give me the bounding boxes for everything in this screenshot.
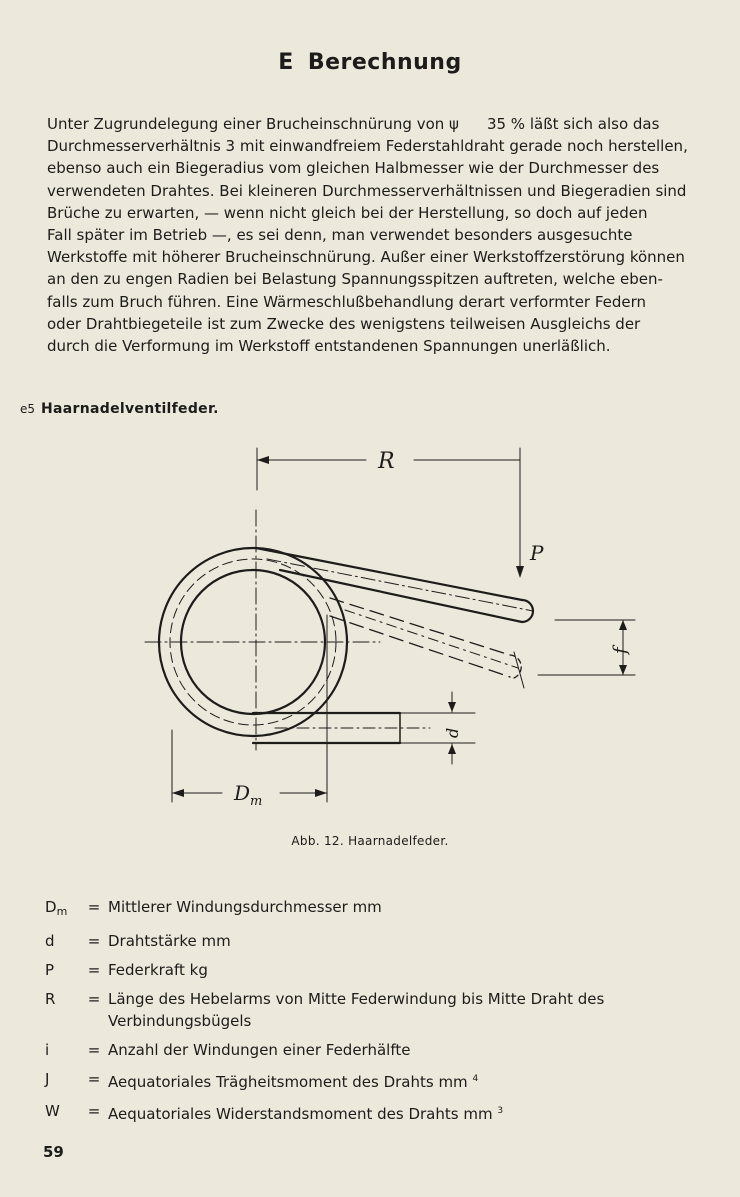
section-label bbox=[20, 401, 219, 417]
deflected-arm-center-line bbox=[345, 610, 518, 668]
legend-row bbox=[45, 1039, 710, 1061]
mean-diameter-arrow-left bbox=[172, 789, 184, 797]
legend-row bbox=[45, 1068, 710, 1093]
hairpin-spring-figure bbox=[130, 430, 650, 830]
text-line: oder Drahtbiegeteile ist zum Zwecke des wenigstens teilweisen Ausgleichs der bbox=[47, 314, 641, 333]
text-line: verwendeten Drahtes. Bei kleineren Durchmesserverhältnissen und Biegeradien sind bbox=[47, 181, 687, 200]
section-marker: e5 bbox=[20, 402, 36, 416]
legend-equals: = bbox=[87, 990, 101, 1008]
chapter-letter: E bbox=[278, 50, 294, 75]
legend-equals: = bbox=[87, 1070, 101, 1088]
legend-equals: = bbox=[87, 961, 101, 979]
legend-symbol bbox=[45, 896, 80, 923]
mean-diameter-subscript: m bbox=[250, 794, 263, 809]
lever-length-arrow-left bbox=[257, 456, 269, 464]
legend-symbol: P bbox=[45, 961, 55, 979]
lever-length-label: R bbox=[378, 449, 395, 474]
legend-symbol-letter: D bbox=[45, 898, 57, 916]
chapter-heading bbox=[0, 50, 740, 75]
legend-symbol: i bbox=[45, 1041, 50, 1059]
text-line-part: Unter Zugrundelegung einer Brucheinschnürung von ψ bbox=[47, 115, 459, 133]
legend-symbol-subscript: m bbox=[56, 905, 68, 918]
figure-caption: Abb. 12. Haarnadelfeder. bbox=[291, 834, 449, 848]
text-line-part: 35 % läßt sich also das bbox=[486, 115, 660, 133]
text-line: Durchmesserverhältnis 3 mit einwandfreiem Federstahldraht gerade noch herstellen, bbox=[47, 137, 688, 156]
legend-row bbox=[45, 896, 710, 923]
legend-row bbox=[45, 930, 710, 952]
legend-symbol: J bbox=[45, 1070, 50, 1088]
legend-row bbox=[45, 1100, 710, 1125]
legend-description bbox=[108, 1100, 710, 1125]
legend-symbol: R bbox=[45, 990, 56, 1008]
section-title: Haarnadelventilfeder. bbox=[41, 401, 219, 417]
spring-arm-lower-edge bbox=[280, 570, 522, 622]
legend-description-text: Aequatoriales Trägheitsmoment des Drahts mm bbox=[108, 1073, 468, 1091]
body-paragraph bbox=[47, 113, 707, 357]
legend-equals: = bbox=[87, 1041, 101, 1059]
chapter-title: Berechnung bbox=[307, 50, 462, 75]
legend-description: Mittlerer Windungsdurchmesser mm bbox=[108, 898, 382, 916]
legend-row bbox=[45, 959, 710, 981]
hairpin-spring-drawing bbox=[130, 430, 650, 830]
deflected-tip-mark bbox=[514, 652, 524, 688]
text-line: ebenso auch ein Biegeradius vom gleichen Halbmesser wie der Durchmesser des bbox=[47, 159, 660, 178]
deflection-arrow-bottom bbox=[619, 665, 627, 675]
legend-description: Drahtstärke mm bbox=[108, 932, 231, 950]
legend-description-text: Aequatoriales Widerstandsmoment des Drahts mm bbox=[108, 1105, 493, 1123]
legend-description: Federkraft kg bbox=[108, 961, 208, 979]
legend-symbol: W bbox=[45, 1102, 60, 1120]
wire-thickness-arrow-bottom bbox=[448, 744, 456, 754]
legend-equals: = bbox=[87, 1102, 101, 1120]
force-label: P bbox=[530, 541, 544, 565]
mean-diameter-symbol: D bbox=[234, 781, 251, 805]
wire-thickness-arrow-top bbox=[448, 702, 456, 712]
legend-superscript: 3 bbox=[497, 1106, 504, 1116]
legend-equals: = bbox=[87, 898, 101, 916]
symbol-legend bbox=[45, 896, 710, 1132]
force-arrow bbox=[516, 566, 524, 578]
wire-thickness-label: d bbox=[443, 727, 462, 738]
text-line: Fall später im Betrieb —, es sei denn, man verwendet besonders ausgesuchte bbox=[47, 226, 633, 245]
deflection-label: f bbox=[610, 647, 631, 654]
text-line: falls zum Bruch führen. Eine Wärmeschlußbehandlung derart verformter Federn bbox=[47, 292, 647, 311]
deflection-arrow-top bbox=[619, 620, 627, 630]
page-number: 59 bbox=[43, 1143, 64, 1161]
text-line: durch die Verformung im Werkstoff entstandenen Spannungen unerläßlich. bbox=[47, 337, 611, 356]
legend-superscript: 4 bbox=[472, 1074, 479, 1084]
mean-diameter-label bbox=[233, 781, 262, 809]
text-line: an den zu engen Radien bei Belastung Spannungsspitzen auftreten, welche eben- bbox=[47, 270, 663, 289]
mean-diameter-arrow-right bbox=[315, 789, 327, 797]
text-line bbox=[47, 113, 707, 135]
legend-equals: = bbox=[87, 932, 101, 950]
legend-row bbox=[45, 988, 710, 1032]
legend-description: Länge des Hebelarms von Mitte Federwindung bis Mitte Draht des Verbindungsbügels bbox=[108, 990, 605, 1030]
legend-description: Anzahl der Windungen einer Federhälfte bbox=[108, 1041, 411, 1059]
text-line: Werkstoffe mit höherer Brucheinschnürung. Außer einer Werkstoffzerstörung können bbox=[47, 248, 685, 267]
legend-symbol: d bbox=[45, 932, 55, 950]
legend-description bbox=[108, 1068, 710, 1093]
spring-arm-center-line bbox=[267, 559, 533, 611]
text-line: Brüche zu erwarten, — wenn nicht gleich bei der Herstellung, so doch auf jeden bbox=[47, 203, 648, 222]
